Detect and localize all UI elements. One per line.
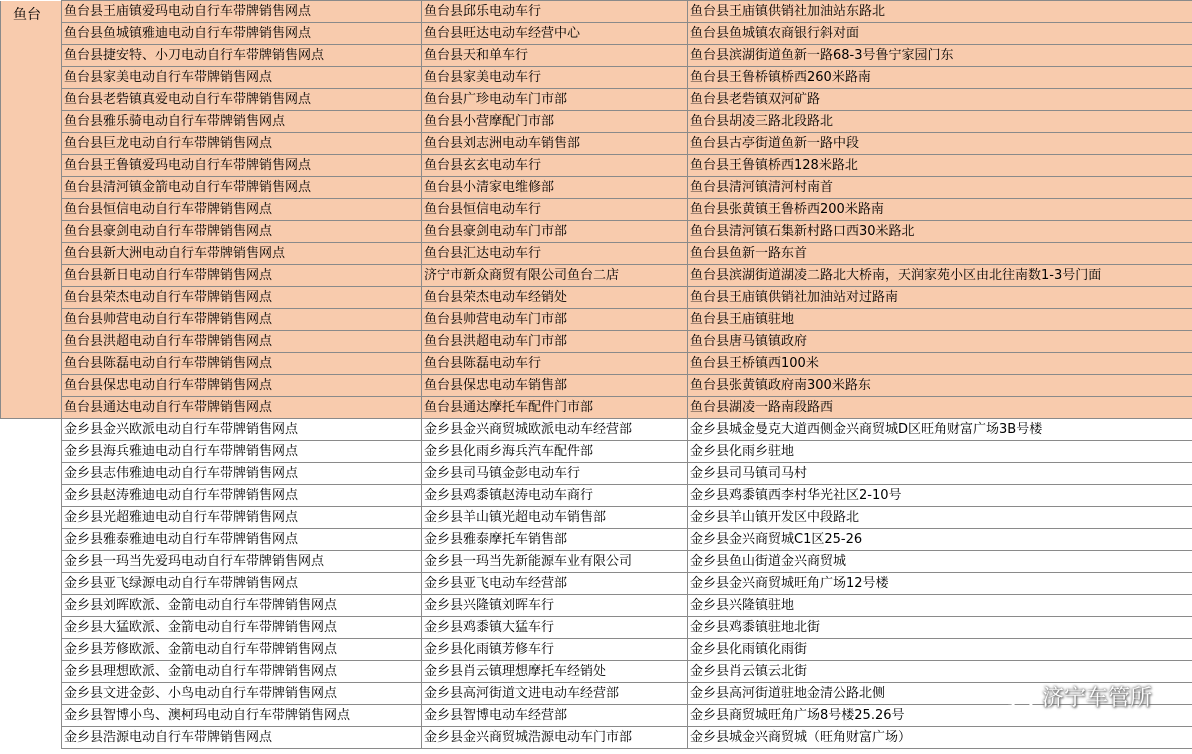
address-cell: 鱼台县滨湖街道湖凌二路北大桥南，天润家苑小区由北往南数1-3号门面 <box>688 265 1192 287</box>
dealer-name-cell: 金乡县海兵雅迪电动自行车带牌销售网点 <box>62 441 422 463</box>
address-cell: 金乡县城金曼克大道西侧金兴商贸城D区旺角财富广场3B号楼 <box>688 419 1192 441</box>
business-name-cell: 金乡县兴隆镇刘晖车行 <box>422 595 688 617</box>
dealer-name-cell: 金乡县智博小鸟、澳柯玛电动自行车带牌销售网点 <box>62 705 422 727</box>
address-cell: 鱼台县老砦镇双河矿路 <box>688 89 1192 111</box>
address-cell: 金乡县商贸城旺角广场8号楼25.26号 <box>688 705 1192 727</box>
table-row <box>1 375 1192 397</box>
address-cell: 鱼台县王鲁桥镇桥西260米路南 <box>688 67 1192 89</box>
dealer-name-cell: 金乡县大猛欧派、金箭电动自行车带牌销售网点 <box>62 617 422 639</box>
table-row <box>1 133 1192 155</box>
table-row <box>1 287 1192 309</box>
business-name-cell: 鱼台县通达摩托车配件门市部 <box>422 397 688 419</box>
business-name-cell: 鱼台县豪剑电动车门市部 <box>422 221 688 243</box>
dealer-name-cell: 鱼台县巨龙电动自行车带牌销售网点 <box>62 133 422 155</box>
table-row <box>1 705 1192 727</box>
dealer-name-cell: 金乡县光超雅迪电动自行车带牌销售网点 <box>62 507 422 529</box>
business-name-cell: 鱼台县邱乐电动车行 <box>422 1 688 23</box>
address-cell: 鱼台县唐马镇镇政府 <box>688 331 1192 353</box>
table-row <box>1 463 1192 485</box>
dealer-name-cell: 鱼台县保忠电动自行车带牌销售网点 <box>62 375 422 397</box>
table-row <box>1 199 1192 221</box>
table-row <box>1 485 1192 507</box>
address-cell: 金乡县金兴商贸城旺角广场12号楼 <box>688 573 1192 595</box>
table-row <box>1 45 1192 67</box>
table-row <box>1 595 1192 617</box>
business-name-cell: 鱼台县汇达电动车行 <box>422 243 688 265</box>
dealer-name-cell: 鱼台县新大洲电动自行车带牌销售网点 <box>62 243 422 265</box>
business-name-cell: 鱼台县天和单车行 <box>422 45 688 67</box>
dealer-name-cell: 金乡县亚飞绿源电动自行车带牌销售网点 <box>62 573 422 595</box>
dealer-name-cell: 鱼台县雅乐骑电动自行车带牌销售网点 <box>62 111 422 133</box>
address-cell: 金乡县金兴商贸城C1区25-26 <box>688 529 1192 551</box>
table-row <box>1 89 1192 111</box>
business-name-cell: 鱼台县洪超电动车门市部 <box>422 331 688 353</box>
address-cell: 鱼台县湖凌一路南段路西 <box>688 397 1192 419</box>
business-name-cell: 鱼台县陈磊电动车行 <box>422 353 688 375</box>
table-row <box>1 155 1192 177</box>
address-cell: 金乡县高河街道驻地金清公路北侧 <box>688 683 1192 705</box>
business-name-cell: 鱼台县恒信电动车行 <box>422 199 688 221</box>
address-cell: 金乡县化雨乡驻地 <box>688 441 1192 463</box>
business-name-cell: 鱼台县小清家电维修部 <box>422 177 688 199</box>
table-row <box>1 573 1192 595</box>
table-row <box>1 529 1192 551</box>
address-cell: 金乡县化雨镇化雨街 <box>688 639 1192 661</box>
address-cell: 金乡县鱼山街道金兴商贸城 <box>688 551 1192 573</box>
dealer-name-cell: 金乡县赵涛雅迪电动自行车带牌销售网点 <box>62 485 422 507</box>
dealer-name-cell: 鱼台县王庙镇爱玛电动自行车带牌销售网点 <box>62 1 422 23</box>
dealer-name-cell: 鱼台县捷安特、小刀电动自行车带牌销售网点 <box>62 45 422 67</box>
dealer-name-cell: 金乡县志伟雅迪电动自行车带牌销售网点 <box>62 463 422 485</box>
county-cell <box>1 419 62 749</box>
dealer-name-cell: 金乡县雅泰雅迪电动自行车带牌销售网点 <box>62 529 422 551</box>
address-cell: 鱼台县王桥镇西100米 <box>688 353 1192 375</box>
table-row <box>1 661 1192 683</box>
table-row <box>1 397 1192 419</box>
business-name-cell: 金乡县司马镇金彭电动车行 <box>422 463 688 485</box>
address-cell: 金乡县鸡黍镇西李村华光社区2-10号 <box>688 485 1192 507</box>
address-cell: 鱼台县胡凌三路北段路北 <box>688 111 1192 133</box>
address-cell: 金乡县兴隆镇驻地 <box>688 595 1192 617</box>
business-name-cell: 金乡县智博电动车经营部 <box>422 705 688 727</box>
dealer-name-cell: 金乡县一玛当先爱玛电动自行车带牌销售网点 <box>62 551 422 573</box>
county-cell: 鱼台 <box>1 1 62 419</box>
dealer-name-cell: 金乡县文进金彭、小鸟电动自行车带牌销售网点 <box>62 683 422 705</box>
dealer-name-cell: 鱼台县荣杰电动自行车带牌销售网点 <box>62 287 422 309</box>
sheet-body <box>1 1 1192 749</box>
address-cell: 鱼台县王鲁镇桥西128米路北 <box>688 155 1192 177</box>
table-row <box>1 353 1192 375</box>
dealer-name-cell: 鱼台县陈磊电动自行车带牌销售网点 <box>62 353 422 375</box>
table-row <box>1 67 1192 89</box>
table-row <box>1 507 1192 529</box>
dealer-name-cell: 鱼台县帅营电动自行车带牌销售网点 <box>62 309 422 331</box>
business-name-cell: 金乡县羊山镇光超电动车销售部 <box>422 507 688 529</box>
address-cell: 鱼台县王庙镇驻地 <box>688 309 1192 331</box>
dealer-name-cell: 鱼台县老砦镇真爱电动自行车带牌销售网点 <box>62 89 422 111</box>
business-name-cell: 济宁市新众商贸有限公司鱼台二店 <box>422 265 688 287</box>
dealer-name-cell: 鱼台县豪剑电动自行车带牌销售网点 <box>62 221 422 243</box>
business-name-cell: 金乡县鸡黍镇大猛车行 <box>422 617 688 639</box>
business-name-cell: 鱼台县玄玄电动车行 <box>422 155 688 177</box>
watermark-text: 济宁车管所 <box>1041 686 1152 711</box>
address-cell: 金乡县羊山镇开发区中段路北 <box>688 507 1192 529</box>
address-cell: 鱼台县清河镇清河村南首 <box>688 177 1192 199</box>
business-name-cell: 鱼台县帅营电动车门市部 <box>422 309 688 331</box>
business-name-cell: 鱼台县家美电动车行 <box>422 67 688 89</box>
dealer-name-cell: 鱼台县王鲁镇爱玛电动自行车带牌销售网点 <box>62 155 422 177</box>
dealer-name-cell: 金乡县理想欧派、金箭电动自行车带牌销售网点 <box>62 661 422 683</box>
business-name-cell: 金乡县金兴商贸城浩源电动车门市部 <box>422 727 688 749</box>
address-cell: 金乡县鸡黍镇驻地北街 <box>688 617 1192 639</box>
dealer-name-cell: 金乡县芳修欧派、金箭电动自行车带牌销售网点 <box>62 639 422 661</box>
address-cell: 鱼台县鱼城镇农商银行斜对面 <box>688 23 1192 45</box>
business-name-cell: 金乡县金兴商贸城欧派电动车经营部 <box>422 419 688 441</box>
dealer-name-cell: 鱼台县新日电动自行车带牌销售网点 <box>62 265 422 287</box>
address-cell: 鱼台县清河镇石集新村路口西30米路北 <box>688 221 1192 243</box>
table-row <box>1 1 1192 23</box>
address-cell: 金乡县城金兴商贸城（旺角财富广场） <box>688 727 1192 749</box>
address-cell: 鱼台县王庙镇供销社加油站对过路南 <box>688 287 1192 309</box>
table-row <box>1 441 1192 463</box>
business-name-cell: 鱼台县旺达电动车经营中心 <box>422 23 688 45</box>
business-name-cell: 金乡县亚飞电动车经营部 <box>422 573 688 595</box>
address-cell: 鱼台县张黄镇政府南300米路东 <box>688 375 1192 397</box>
business-name-cell: 鱼台县刘志洲电动车销售部 <box>422 133 688 155</box>
address-cell: 鱼台县古亭街道鱼新一路中段 <box>688 133 1192 155</box>
dealer-name-cell: 金乡县刘晖欧派、金箭电动自行车带牌销售网点 <box>62 595 422 617</box>
business-name-cell: 鱼台县小营摩配门市部 <box>422 111 688 133</box>
table-row <box>1 265 1192 287</box>
business-name-cell: 金乡县肖云镇理想摩托车经销处 <box>422 661 688 683</box>
table-row <box>1 243 1192 265</box>
table-row <box>1 727 1192 749</box>
table-row <box>1 111 1192 133</box>
address-cell: 鱼台县鱼新一路东首 <box>688 243 1192 265</box>
dealer-name-cell: 鱼台县清河镇金箭电动自行车带牌销售网点 <box>62 177 422 199</box>
dealer-name-cell: 金乡县浩源电动自行车带牌销售网点 <box>62 727 422 749</box>
table-row <box>1 309 1192 331</box>
dealer-name-cell: 鱼台县恒信电动自行车带牌销售网点 <box>62 199 422 221</box>
table-row <box>1 419 1192 441</box>
table-row <box>1 617 1192 639</box>
business-name-cell: 金乡县一玛当先新能源车业有限公司 <box>422 551 688 573</box>
table-row <box>1 221 1192 243</box>
table-row <box>1 639 1192 661</box>
dealer-name-cell: 鱼台县鱼城镇雅迪电动自行车带牌销售网点 <box>62 23 422 45</box>
business-name-cell: 鱼台县广珍电动车门市部 <box>422 89 688 111</box>
business-name-cell: 金乡县高河街道文进电动车经营部 <box>422 683 688 705</box>
business-name-cell: 金乡县化雨乡海兵汽车配件部 <box>422 441 688 463</box>
business-name-cell: 鱼台县保忠电动车销售部 <box>422 375 688 397</box>
business-name-cell: 鱼台县荣杰电动车经销处 <box>422 287 688 309</box>
address-cell: 鱼台县张黄镇王鲁桥西200米路南 <box>688 199 1192 221</box>
business-name-cell: 金乡县雅泰摩托车销售部 <box>422 529 688 551</box>
dealer-name-cell: 鱼台县洪超电动自行车带牌销售网点 <box>62 331 422 353</box>
address-cell: 金乡县肖云镇云北街 <box>688 661 1192 683</box>
dealer-name-cell: 金乡县金兴欧派电动自行车带牌销售网点 <box>62 419 422 441</box>
table-row <box>1 551 1192 573</box>
dealer-name-cell: 鱼台县通达电动自行车带牌销售网点 <box>62 397 422 419</box>
dealer-name-cell: 鱼台县家美电动自行车带牌销售网点 <box>62 67 422 89</box>
table-row <box>1 683 1192 705</box>
table-row <box>1 331 1192 353</box>
table-row <box>1 177 1192 199</box>
address-cell: 鱼台县王庙镇供销社加油站东路北 <box>688 1 1192 23</box>
address-cell: 鱼台县滨湖街道鱼新一路68-3号鲁宁家园门东 <box>688 45 1192 67</box>
business-name-cell: 金乡县鸡黍镇赵涛电动车商行 <box>422 485 688 507</box>
business-name-cell: 金乡县化雨镇芳修车行 <box>422 639 688 661</box>
address-cell: 金乡县司马镇司马村 <box>688 463 1192 485</box>
table-row <box>1 23 1192 45</box>
